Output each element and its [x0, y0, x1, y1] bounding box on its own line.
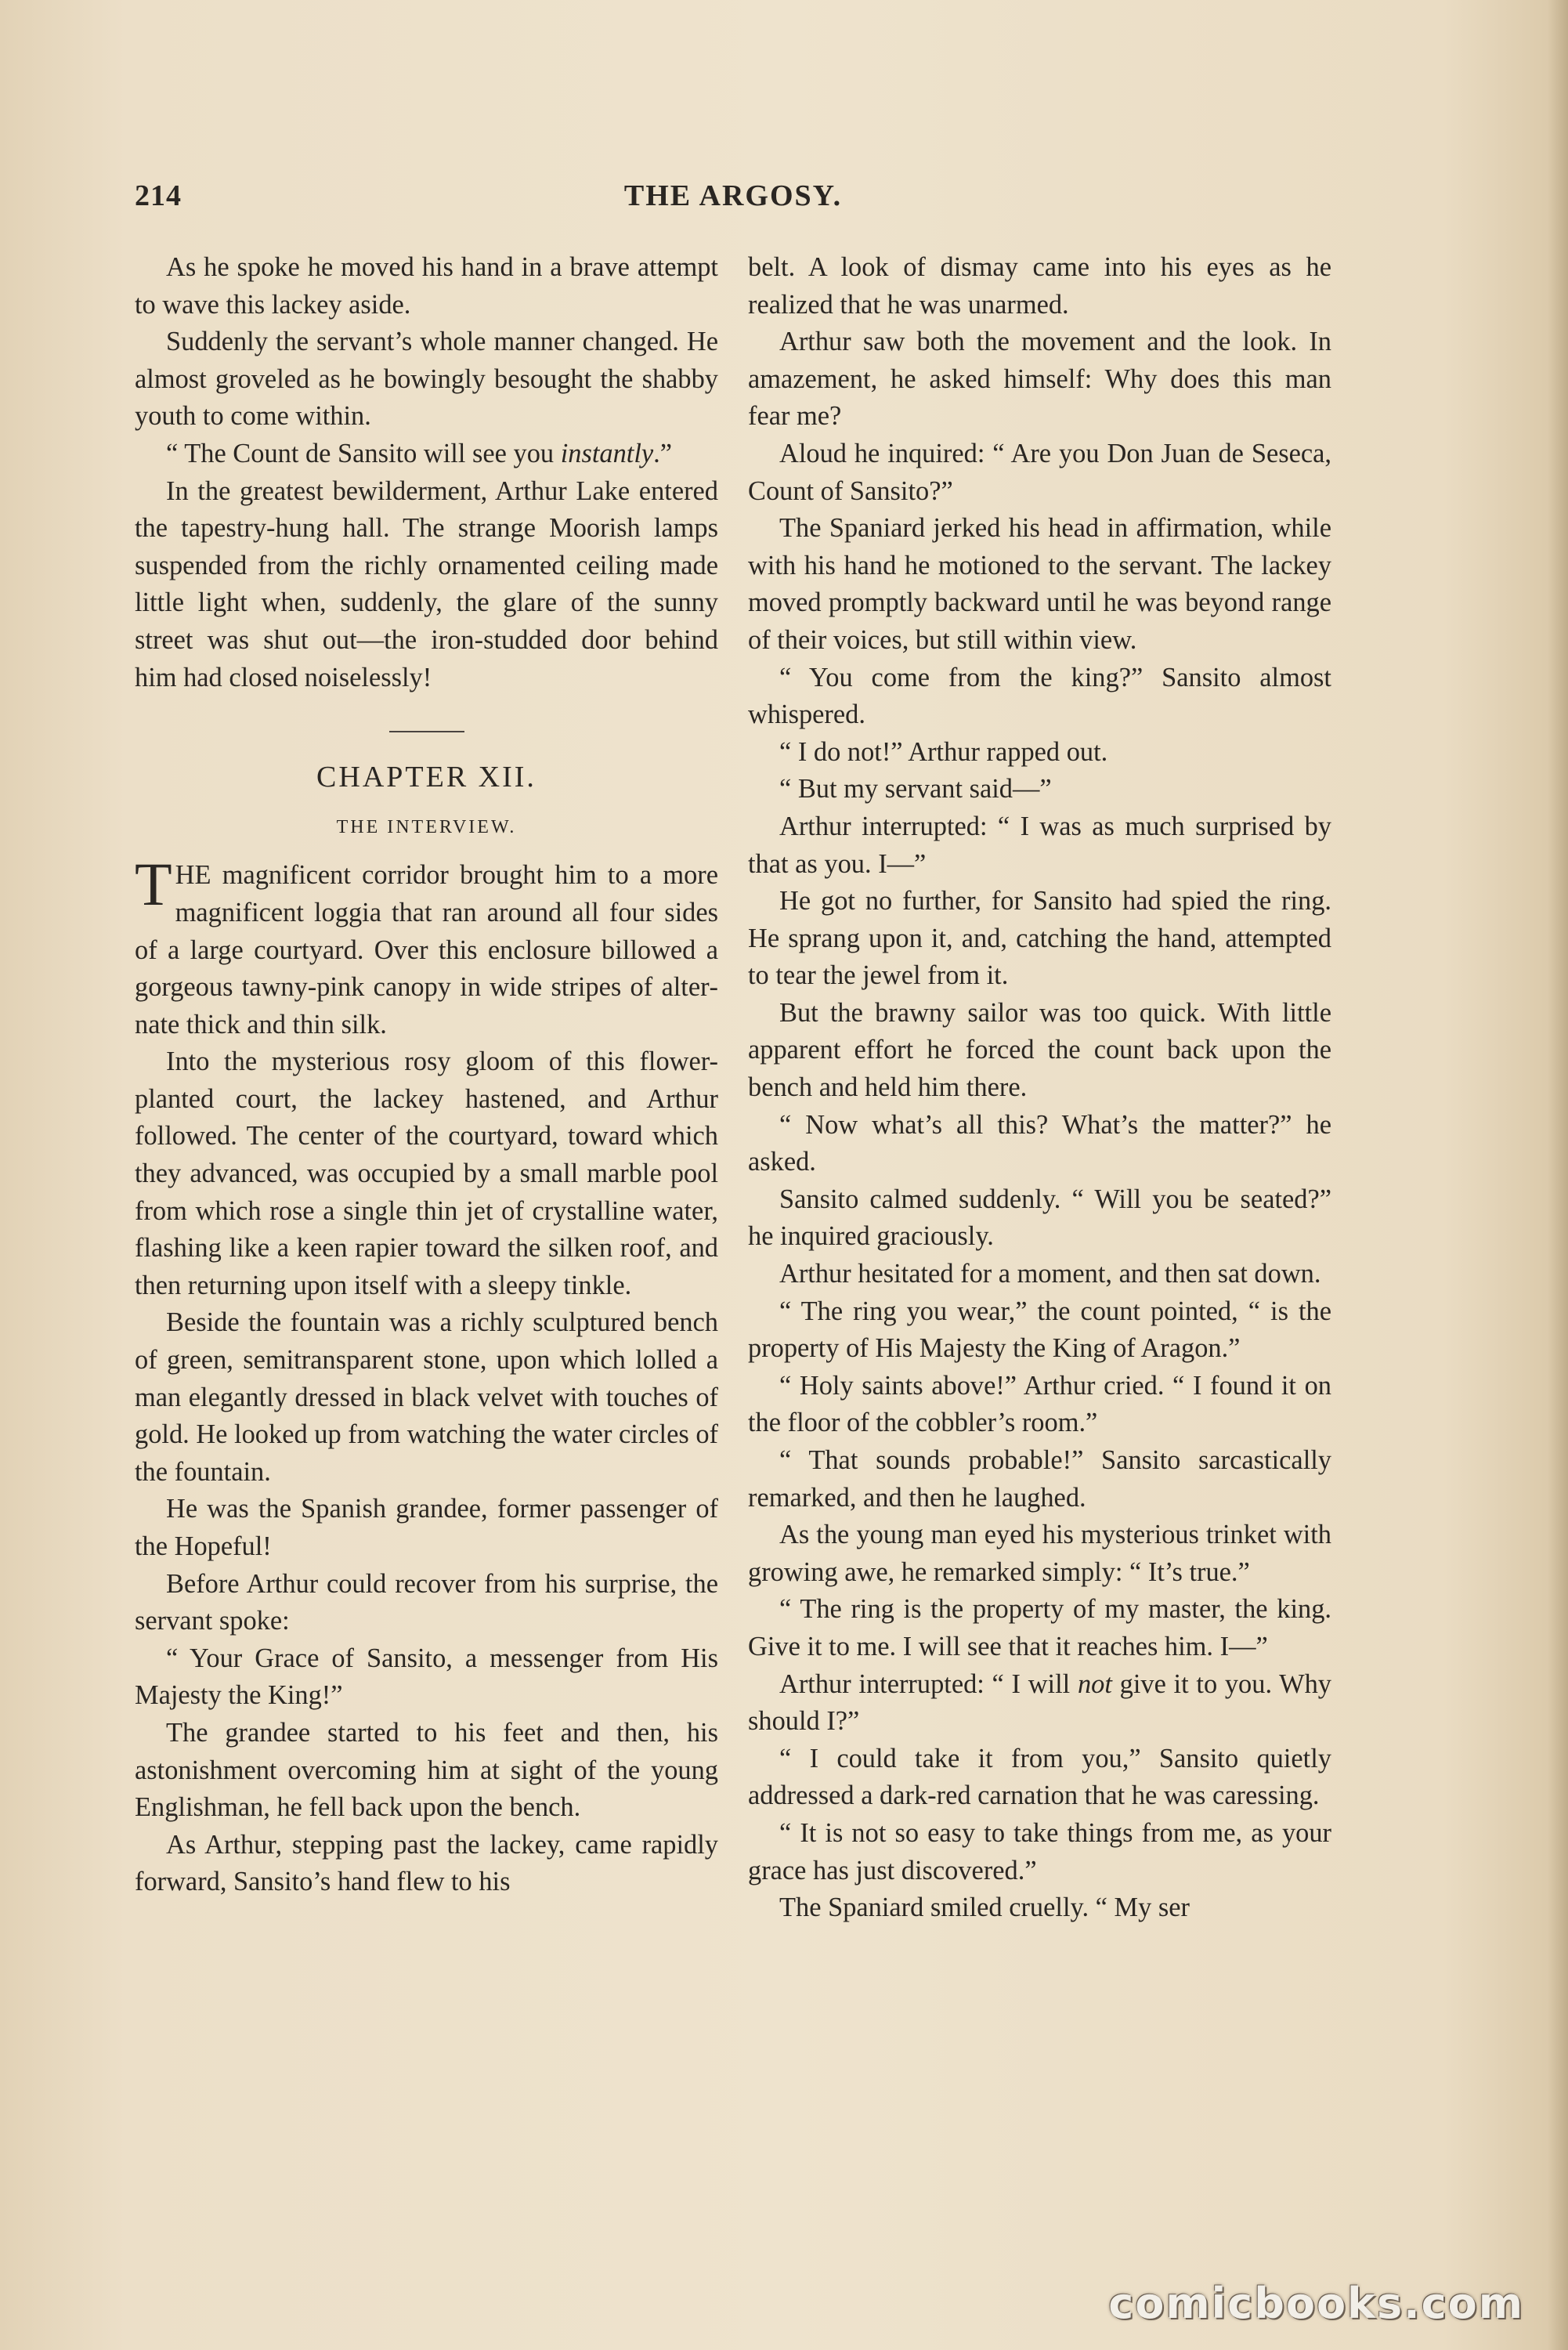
chapter-title: CHAPTER XII.: [316, 761, 537, 794]
paragraph: As he spoke he moved his hand in a brave attempt to wave this lackey aside.: [135, 252, 718, 320]
paragraph: But the brawny sailor was too quick. With little apparent effort he forced the count back upon the bench and held him there.: [748, 997, 1331, 1103]
watermark: comicbooks.com: [1108, 2279, 1524, 2328]
paragraph: Arthur interrupted: “ I was as much surprised by that as you. I—”: [748, 811, 1331, 879]
paragraph: “ I do not!” Arthur rapped out.: [779, 736, 1108, 767]
paragraph: belt. A look of dismay came into his eyes as he realized that he was unarmed.: [748, 252, 1331, 320]
paragraph: Arthur hesitated for a moment, and then sat down.: [779, 1259, 1321, 1289]
paragraph: As the young man eyed his mysterious trinket with growing awe, he remarked simply: “ It’s true.”: [748, 1520, 1331, 1587]
paragraph: “ Now what’s all this? What’s the matter?” he asked.: [748, 1109, 1331, 1177]
section-divider: [389, 731, 464, 732]
paragraph: The grandee started to his feet and then, his astonishment overcoming him at sight of the young Englishman, he fell back upon the bench.: [135, 1717, 718, 1823]
paragraph: The Spaniard smiled cruelly. “ My ser: [779, 1893, 1190, 1923]
paragraph: “ It is not so easy to take things from me, as your grace has just discovered.”: [748, 1817, 1331, 1885]
paragraph: “ That sounds probable!” Sansito sarcastically remarked, and then he laughed.: [748, 1445, 1331, 1513]
paragraph: Aloud he inquired: “ Are you Don Juan de Seseca, Count of Sansito?”: [748, 438, 1331, 506]
paragraph: In the greatest bewilderment, Arthur Lake entered the tapestry-hung hall. The strange Moorish lamps suspended from the richly ornamented ceiling made little light when, suddenly, the glare of the sunny street was shut out—the iron-studded door behind him had closed noiselessly!: [135, 475, 718, 692]
paragraph: He was the Spanish grandee, former passenger of the Hopeful!: [135, 1494, 718, 1561]
paragraph: Beside the fountain was a richly sculptured bench of green, semitransparent stone, upon which lolled a man elegantly dressed in black velvet with touches of gold. He looked up from watching the water circles of the fountain.: [135, 1307, 718, 1487]
right-column: [748, 249, 1331, 1927]
paragraph: [135, 850, 718, 1043]
paragraph: [748, 1666, 1331, 1741]
page-number: 214: [135, 179, 182, 212]
paragraph: “ The ring you wear,” the count pointed, “ is the property of His Majesty the King of Aragon.”: [748, 1296, 1331, 1364]
paragraph-text: HE magnificent corridor brought him to a more magnificent loggia that ran around all four sides of a large courtyard. Over this enclosure billowed a gorgeous tawny-pink canopy in wide stripes of alternate thick and thin silk.: [135, 860, 718, 1039]
paragraph: [135, 436, 718, 473]
page-header: [135, 179, 1331, 226]
paragraph: As Arthur, stepping past the lackey, came rapidly forward, Sansito’s hand flew to his: [135, 1829, 718, 1897]
emphasis-text: not: [1077, 1668, 1112, 1699]
paragraph: “ Holy saints above!” Arthur cried. “ I found it on the floor of the cobbler’s room.”: [748, 1370, 1331, 1438]
paragraph: “ The ring is the property of my master, the king. Give it to me. I will see that it reaches him. I—”: [748, 1594, 1331, 1661]
running-title: THE ARGOSY.: [623, 179, 843, 212]
paragraph: Into the mysterious rosy gloom of this flower-planted court, the lackey hastened, and Arthur followed. The center of the courtyard, toward which they advanced, was occupied by a small marble pool from which rose a single thin jet of crystalline water, flashing like a keen rapier toward the silken roof, and then returning upon itself with a sleepy tinkle.: [135, 1047, 718, 1300]
paragraph: Sansito calmed suddenly. “ Will you be seated?” he inquired graciously.: [748, 1184, 1331, 1252]
paragraph: “ But my servant said—”: [779, 774, 1052, 804]
page-edge-shadow: [1548, 0, 1568, 2350]
paragraph-text: “ The Count de Sansito will see you: [166, 438, 561, 468]
chapter-subtitle: THE INTERVIEW.: [336, 816, 517, 837]
drop-cap: T: [135, 850, 172, 919]
paragraph: “ I could take it from you,” Sansito quietly addressed a dark-red carnation that he was caressing.: [748, 1743, 1331, 1811]
paragraph: Suddenly the servant’s whole manner changed. He almost groveled as he bowingly besought the shabby youth to come within.: [135, 327, 718, 432]
paragraph: “ You come from the king?” Sansito almost whispered.: [748, 662, 1331, 730]
left-column: [135, 249, 718, 1901]
paragraph: The Spaniard jerked his head in affirmation, while with his hand he motioned to the servant. The lackey moved promptly backward until he was beyond range of their voices, but still within view.: [748, 513, 1331, 655]
emphasis-text: instantly: [560, 438, 654, 468]
paragraph: Before Arthur could recover from his surprise, the servant spoke:: [135, 1568, 718, 1636]
paragraph-text: give it to you. Why should I?”: [748, 1668, 1331, 1737]
paragraph: He got no further, for Sansito had spied the ring. He sprang upon it, and, catching the hand, attempted to tear the jewel from it.: [748, 886, 1331, 991]
paragraph: “ Your Grace of Sansito, a messenger from His Majesty the King!”: [135, 1643, 718, 1711]
paragraph-text: Arthur interrupted: “ I will: [779, 1668, 1078, 1699]
paragraph-text: .”: [653, 438, 673, 468]
paragraph: Arthur saw both the movement and the look. In amazement, he asked himself: Why does this man fear me?: [748, 327, 1331, 432]
